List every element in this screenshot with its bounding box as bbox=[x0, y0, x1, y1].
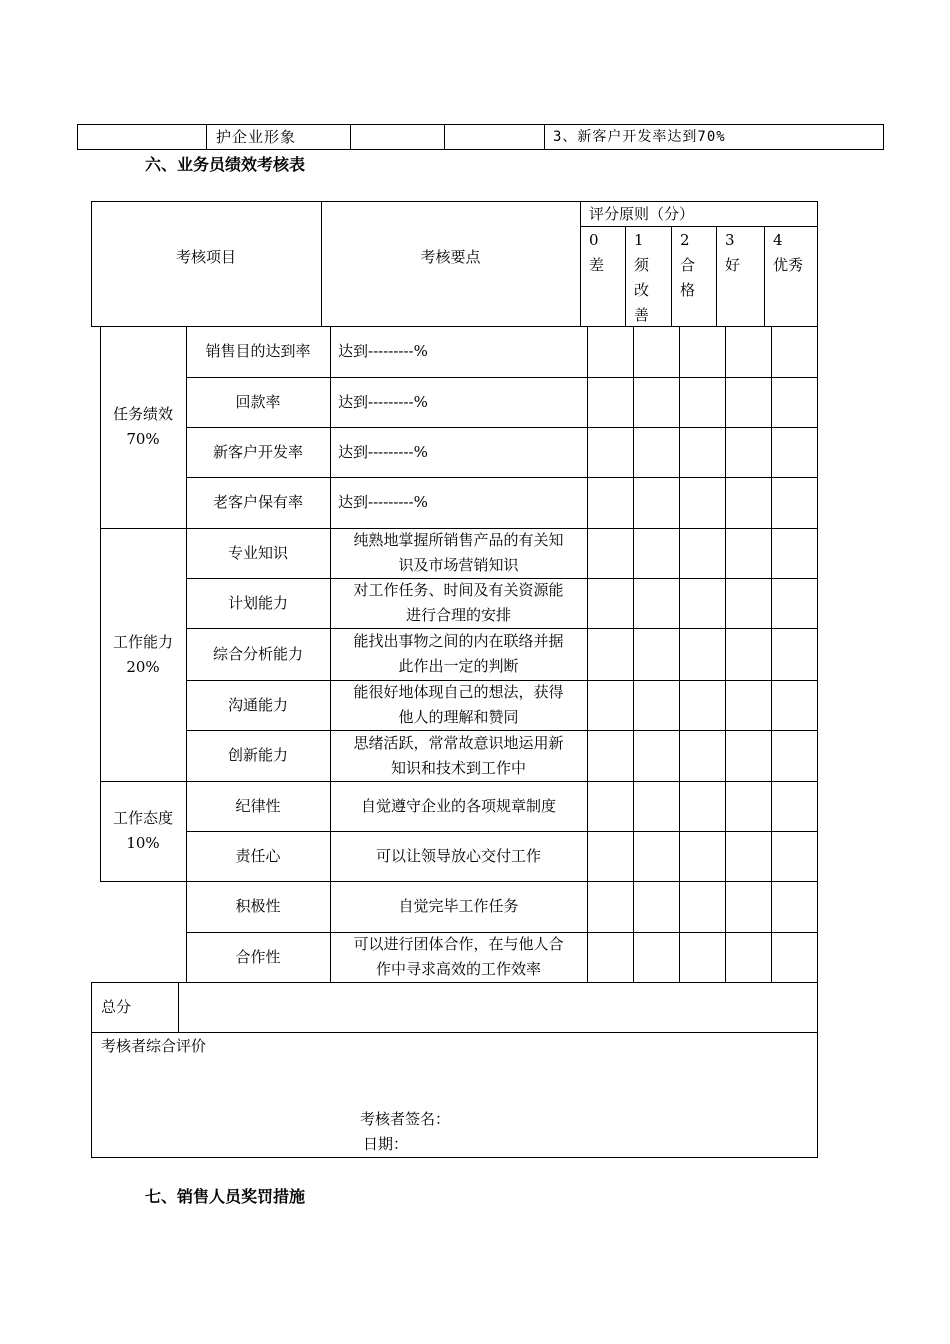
row-item: 销售目的达到率 bbox=[205, 342, 311, 360]
row-item: 合作性 bbox=[235, 947, 281, 966]
row-point: 进行合理的安排 bbox=[405, 606, 511, 624]
row-point: 能找出事物之间的内在联络并据 bbox=[353, 632, 564, 650]
group-weight: 70% bbox=[126, 430, 160, 448]
row-point: 自觉遵守企业的各项规章制度 bbox=[360, 796, 556, 815]
row-item: 新客户开发率 bbox=[212, 442, 303, 461]
score-1-label: 改 bbox=[634, 281, 650, 299]
row-point: 达到---------% bbox=[338, 342, 428, 360]
score-2-label: 格 bbox=[680, 281, 696, 299]
row-item: 计划能力 bbox=[227, 593, 288, 612]
top-row-cell-5: 3、新客户开发率达到70% bbox=[553, 129, 726, 145]
header-scoring-label: 评分原则（分） bbox=[589, 205, 695, 223]
signature-label: 考核者签名： bbox=[360, 1110, 451, 1128]
score-4-number: 4 bbox=[773, 231, 783, 249]
group-weight: 20% bbox=[126, 657, 160, 676]
row-item: 回款率 bbox=[235, 392, 281, 411]
row-item: 责任心 bbox=[235, 846, 281, 865]
row-point: 他人的理解和赞同 bbox=[398, 708, 519, 726]
row-item: 综合分析能力 bbox=[212, 644, 303, 663]
score-1-label: 须 bbox=[634, 256, 650, 274]
header-item-label: 考核项目 bbox=[175, 248, 236, 266]
score-2-number: 2 bbox=[680, 231, 690, 249]
group-name: 工作能力 bbox=[112, 632, 173, 651]
score-0-number: 0 bbox=[589, 231, 599, 249]
section-6-title: 六、业务员绩效考核表 bbox=[145, 155, 306, 174]
date-label: 日期： bbox=[363, 1135, 409, 1153]
score-4-label: 优秀 bbox=[773, 256, 804, 274]
row-point: 自觉完毕工作任务 bbox=[398, 897, 519, 915]
group-name: 工作态度 bbox=[112, 809, 173, 827]
group-weight: 10% bbox=[126, 834, 160, 852]
row-point: 达到---------% bbox=[338, 392, 428, 411]
row-point: 知识和技术到工作中 bbox=[390, 758, 526, 777]
row-item: 专业知识 bbox=[227, 543, 288, 562]
score-3-label: 好 bbox=[725, 256, 741, 274]
total-label: 总分 bbox=[101, 998, 132, 1016]
score-1-number: 1 bbox=[634, 231, 644, 249]
score-2-label: 合 bbox=[680, 256, 696, 274]
row-point: 此作出一定的判断 bbox=[398, 657, 519, 675]
row-point: 作中寻求高效的工作效率 bbox=[375, 960, 541, 978]
row-item: 积极性 bbox=[235, 897, 281, 915]
header-points-label: 考核要点 bbox=[420, 248, 481, 266]
row-point: 可以进行团体合作，在与他人合 bbox=[353, 935, 564, 953]
evaluation-label: 考核者综合评价 bbox=[101, 1037, 207, 1055]
score-3-number: 3 bbox=[725, 231, 735, 249]
top-row-cell-2: 护企业形象 bbox=[216, 128, 297, 146]
row-point: 可以让领导放心交付工作 bbox=[375, 846, 541, 865]
row-point: 识及市场营销知识 bbox=[398, 556, 519, 574]
row-point: 对工作任务、时间及有关资源能 bbox=[353, 581, 564, 599]
score-1-label: 善 bbox=[634, 306, 650, 324]
row-item: 沟通能力 bbox=[227, 695, 288, 714]
row-item: 纪律性 bbox=[235, 796, 281, 815]
row-point: 思绪活跃，常常故意识地运用新 bbox=[353, 733, 564, 752]
row-point: 达到---------% bbox=[338, 442, 428, 461]
row-point: 纯熟地掌握所销售产品的有关知 bbox=[353, 531, 564, 549]
row-point: 达到---------% bbox=[338, 493, 428, 511]
row-item: 创新能力 bbox=[227, 746, 288, 764]
row-item: 老客户保有率 bbox=[212, 493, 303, 511]
section-7-title: 七、销售人员奖罚措施 bbox=[145, 1187, 306, 1206]
score-0-label: 差 bbox=[589, 256, 605, 274]
row-point: 能很好地体现自己的想法，获得 bbox=[353, 683, 564, 701]
group-name: 任务绩效 bbox=[112, 405, 173, 423]
